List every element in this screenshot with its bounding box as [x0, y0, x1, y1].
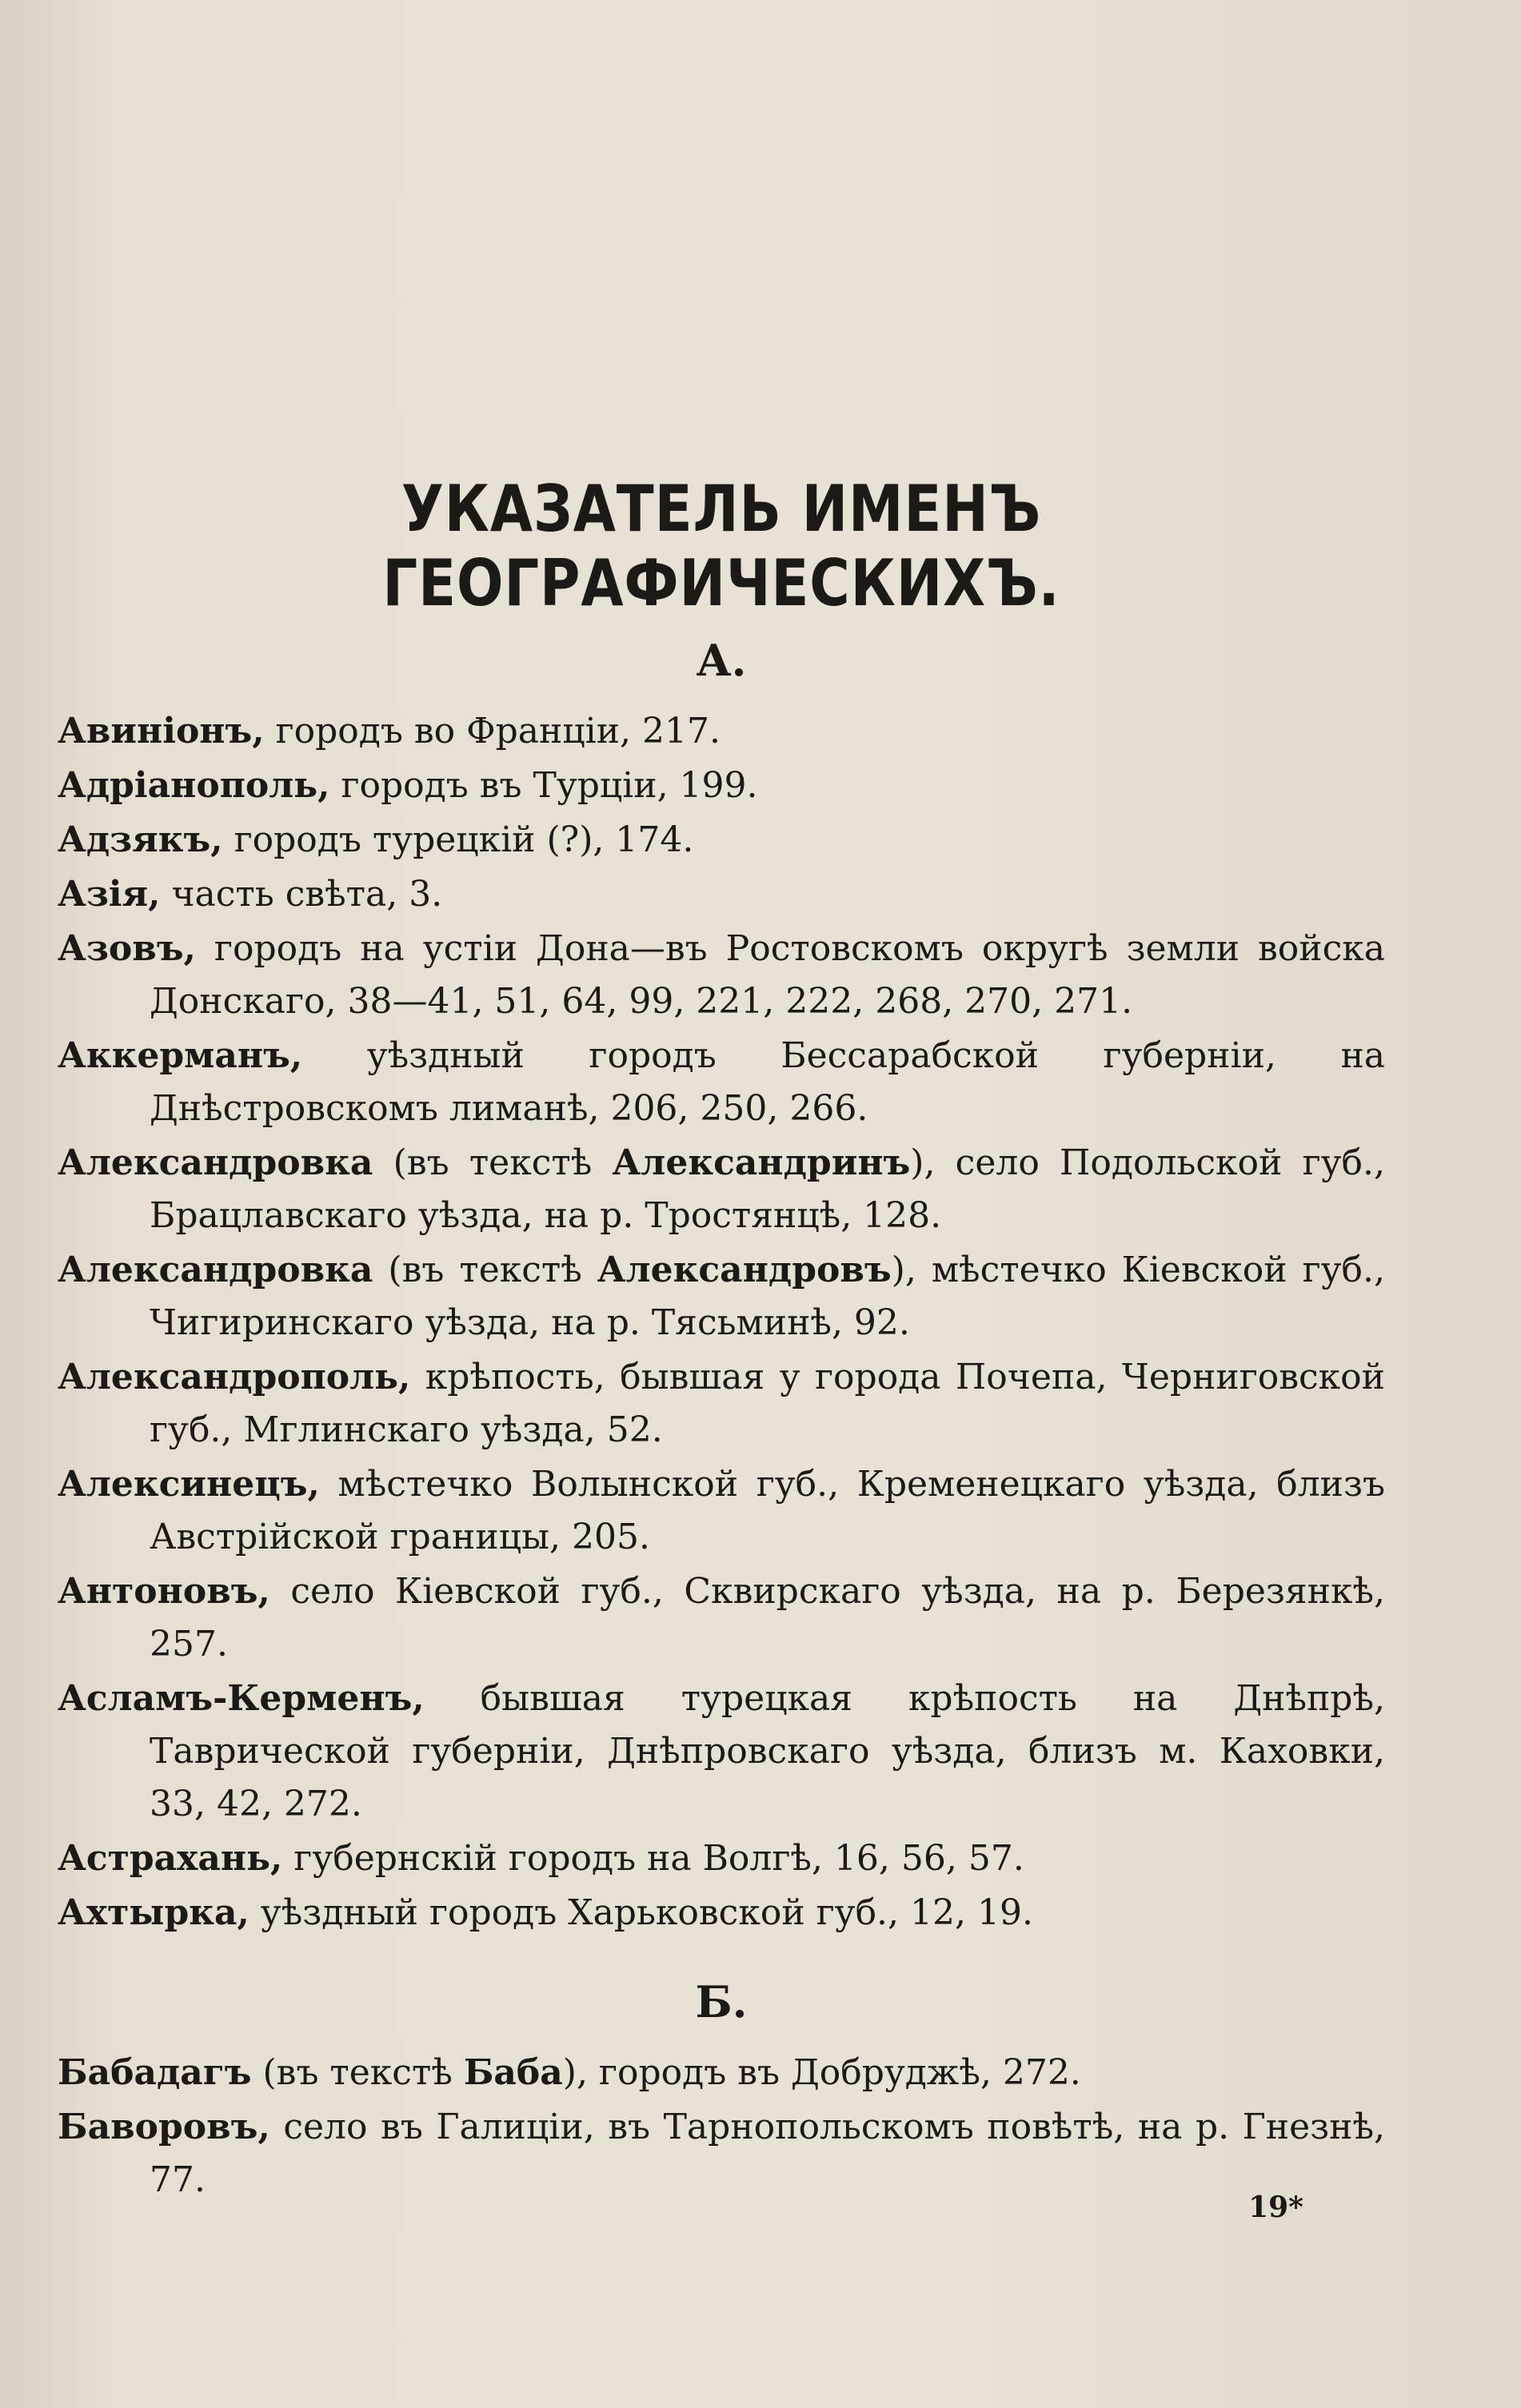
entry-head: Алексинецъ,: [58, 1464, 320, 1505]
entry-alt-head: Александровъ: [597, 1250, 892, 1290]
entry-head: Адріанополь,: [58, 765, 330, 806]
index-entry: [58, 705, 1385, 758]
section-letter-a: А.: [696, 635, 747, 686]
entry-text: городъ турецкій (?), 174.: [222, 819, 694, 860]
page-title: УКАЗАТЕЛЬ ИМЕНЪ ГЕОГРАФИЧЕСКИХЪ.: [382, 472, 1060, 620]
entry-head: Асламъ-Керменъ,: [58, 1678, 425, 1719]
bleed-through-text: [888, 136, 1479, 192]
entry-text: (въ текстѣ: [373, 1142, 613, 1183]
entry-text-cont: ), городъ въ Добруджѣ, 272.: [562, 2052, 1081, 2093]
index-entry: [58, 2047, 1385, 2099]
entry-text: (въ текстѣ: [251, 2052, 464, 2093]
entry-head: Азовъ,: [58, 928, 196, 969]
entry-text: бывшая турецкая крѣпость на Днѣпрѣ, Таврической губерніи, Днѣпровскаго уѣзда, близъ м. Каховки, 33, 42, 272.: [150, 1678, 1385, 1824]
entry-head: Адзякъ,: [58, 819, 223, 860]
entry-head: Александровка: [58, 1142, 373, 1183]
entry-text-cont: ), село Подольской губ., Брацлавскаго уѣзда, на р. Тростянцѣ, 128.: [150, 1142, 1385, 1236]
index-entry: [58, 1458, 1385, 1564]
entry-text: (въ текстѣ: [373, 1250, 597, 1290]
entry-text: село въ Галиціи, въ Тарнопольскомъ повѣтѣ, на р. Гнезнѣ, 77.: [150, 2107, 1385, 2200]
index-entry: [58, 1565, 1385, 1671]
index-entry: [58, 868, 1385, 921]
entry-text: уѣздный городъ Харьковской губ., 12, 19.: [249, 1892, 1033, 1933]
index-entry: [58, 814, 1385, 867]
index-entry: [58, 2101, 1385, 2207]
entry-head: Авиніонъ,: [58, 711, 265, 752]
section-letter-b: Б.: [695, 1976, 748, 2027]
entry-head: Александрополь,: [58, 1357, 411, 1397]
entry-text-cont: ), мѣстечко Кіевской губ., Чигиринскаго уѣзда, на р. Тясьминѣ, 92.: [150, 1250, 1385, 1343]
entry-head: Астрахань,: [58, 1838, 283, 1879]
index-entry: [58, 1030, 1385, 1135]
index-entry: [58, 1887, 1385, 1940]
page-number: 19*: [1248, 2191, 1303, 2224]
entry-head: Антоновъ,: [58, 1571, 270, 1612]
entry-text: уѣздный городъ Бессарабской губерніи, на Днѣстровскомъ лиманѣ, 206, 250, 266.: [150, 1035, 1385, 1129]
index-entry: [58, 1244, 1385, 1350]
index-entry: [58, 1832, 1385, 1885]
index-entry: [58, 923, 1385, 1028]
entry-text: село Кіевской губ., Сквирскаго уѣзда, на р. Березянкѣ, 257.: [150, 1571, 1385, 1664]
entry-text: часть свѣта, 3.: [160, 874, 443, 915]
entry-text: городъ на устіи Дона—въ Ростовскомъ округѣ земли войска Донскаго, 38—41, 51, 64, 99, 221, 222, 268, 270, 271.: [150, 928, 1385, 1022]
entry-text: губернскій городъ на Волгѣ, 16, 56, 57.: [282, 1838, 1024, 1879]
page-content: [58, 472, 1385, 2207]
entry-head: Бабадагъ: [58, 2052, 252, 2093]
entry-head: Азія,: [58, 874, 161, 915]
entry-head: Александровка: [58, 1250, 373, 1290]
index-entry: [58, 759, 1385, 812]
entry-head: Баворовъ,: [58, 2107, 270, 2147]
entry-text: крѣпость, бывшая у города Почепа, Черниговской губ., Мглинскаго уѣзда, 52.: [150, 1357, 1385, 1450]
index-entry: [58, 1672, 1385, 1831]
index-entry: [58, 1351, 1385, 1457]
entry-text: мѣстечко Волынской губ., Кременецкаго уѣзда, близъ Австрійской границы, 205.: [150, 1464, 1385, 1557]
entry-alt-head: Баба: [463, 2052, 563, 2093]
entry-head: Аккерманъ,: [58, 1035, 303, 1076]
entry-text: городъ во Франціи, 217.: [264, 711, 721, 752]
entry-head: Ахтырка,: [58, 1892, 250, 1933]
entry-text: городъ въ Турціи, 199.: [329, 765, 758, 806]
entry-alt-head: Александринъ: [612, 1142, 911, 1183]
index-entry: [58, 1137, 1385, 1242]
